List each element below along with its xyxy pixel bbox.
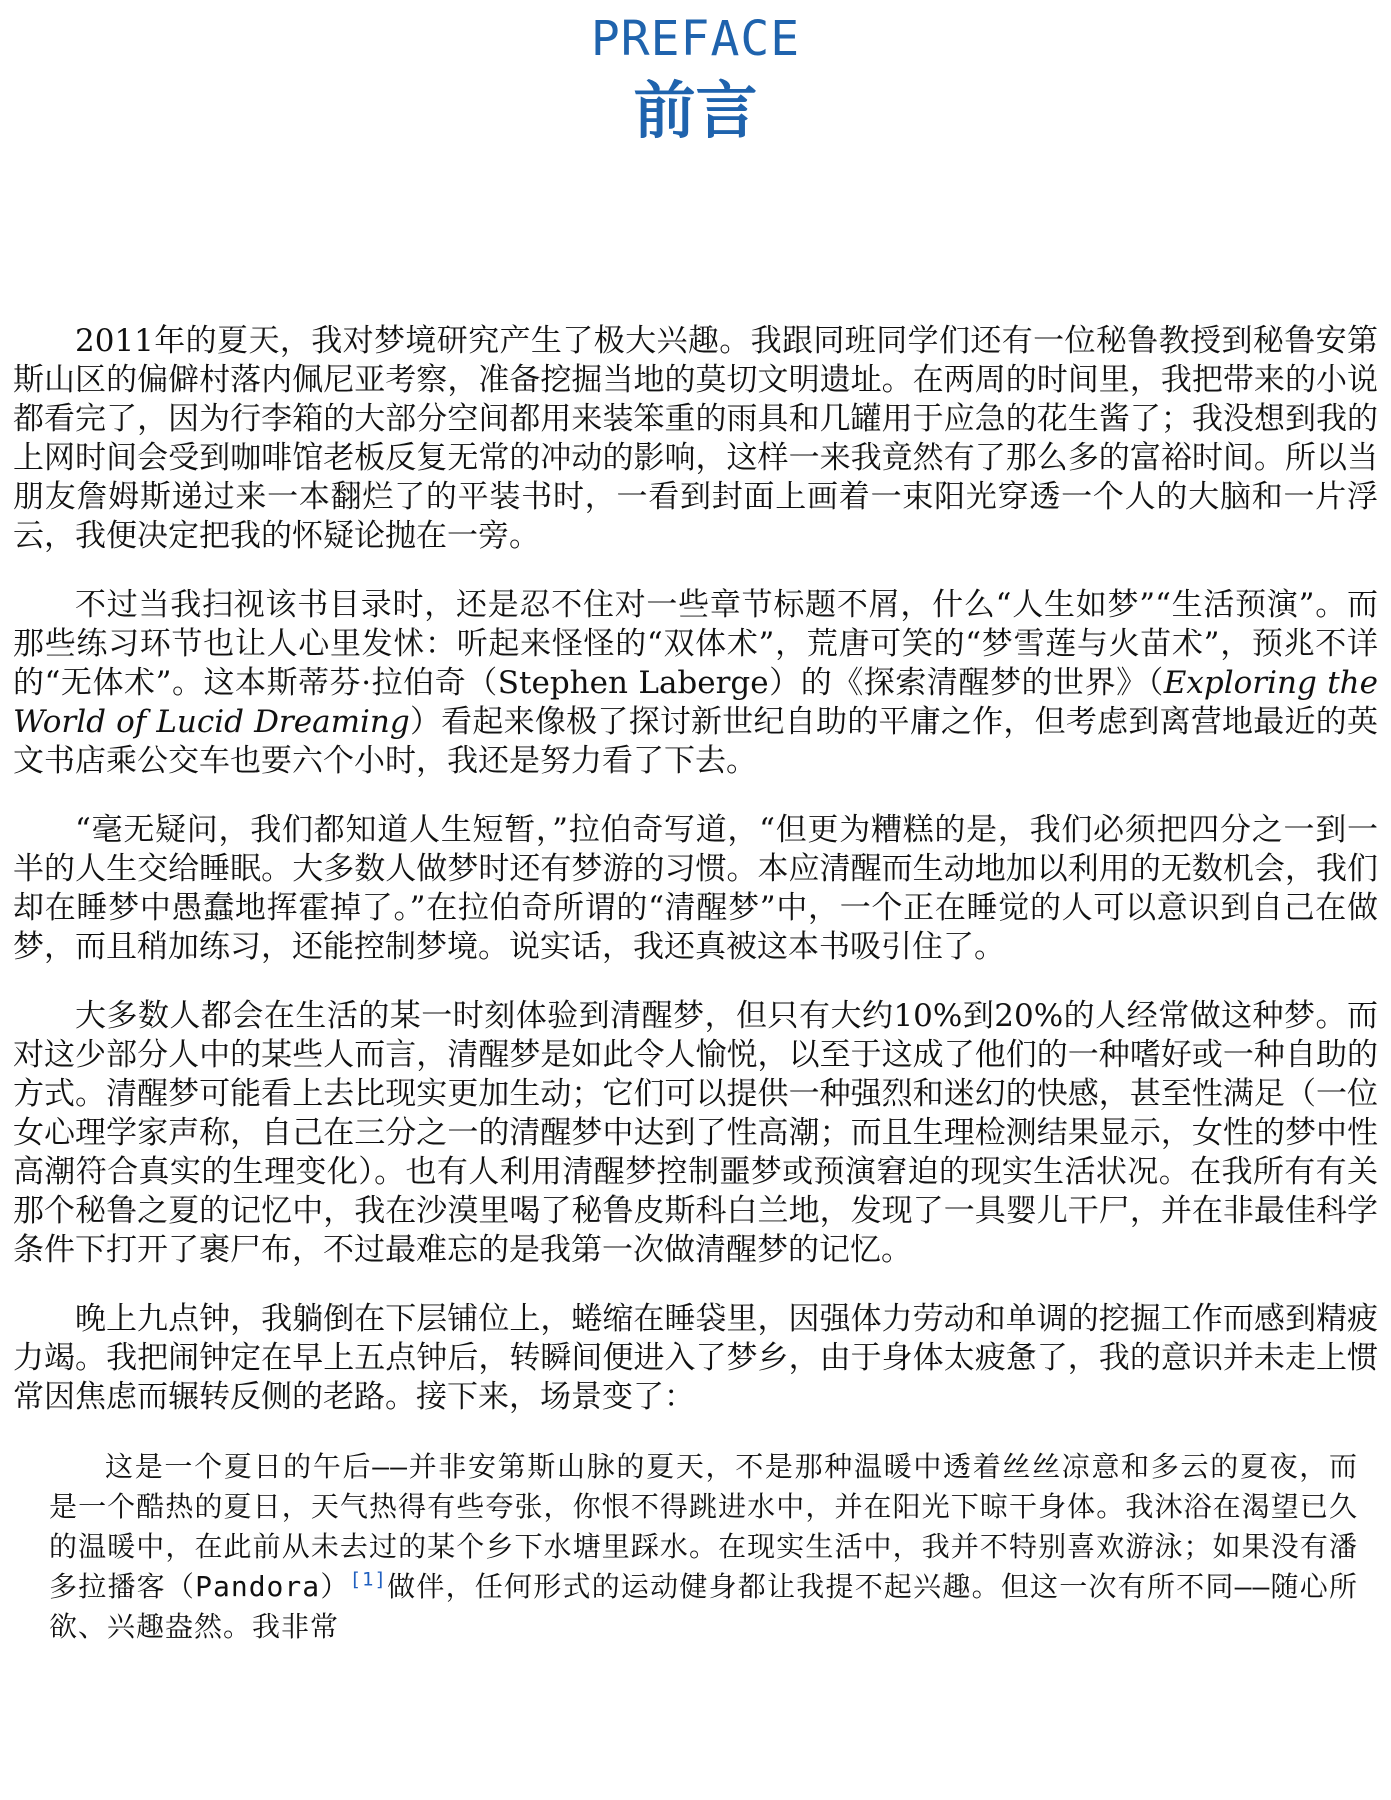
footnote-link[interactable]: [1] bbox=[349, 1568, 387, 1591]
body-text bbox=[13, 322, 1378, 1647]
title-chinese: 前言 bbox=[633, 74, 758, 147]
paragraph-2-text-a: 不过当我扫视该书目录时，还是忍不住对一些章节标题不屑，什么“人生如梦”“生活预演”。而那些练习环节也让人心里发怵：听起来怪怪的“双体术”，荒唐可笑的“梦雪莲与火苗术”，预兆不详的“无体术”。这本斯蒂芬·拉伯奇（Stephen Laberge）的《探索清醒梦的世界》（ bbox=[13, 587, 1378, 701]
paragraph-4: 大多数人都会在生活的某一时刻体验到清醒梦，但只有大约10%到20%的人经常做这种梦。而对这少部分人中的某些人而言，清醒梦是如此令人愉悦，以至于这成了他们的一种嗜好或一种自助的方式。清醒梦可能看上去比现实更加生动；它们可以提供一种强烈和迷幻的快感，甚至性满足（一位女心理学家声称，自己在三分之一的清醒梦中达到了性高潮；而且生理检测结果显示，女性的梦中性高潮符合真实的生理变化）。也有人利用清醒梦控制噩梦或预演窘迫的现实生活状况。在我所有有关那个秘鲁之夏的记忆中，我在沙漠里喝了秘鲁皮斯科白兰地，发现了一具婴儿干尸，并在非最佳科学条件下打开了裹尸布，不过最难忘的是我第一次做清醒梦的记忆。 bbox=[13, 998, 1378, 1268]
quote-text-b: 做伴，任何形式的运动健身都让我提不起兴趣。但这一次有所不同——随心所欲、兴趣盎然。我非常 bbox=[49, 1570, 1358, 1643]
paragraph-5: 晚上九点钟，我躺倒在下层铺位上，蜷缩在睡袋里，因强体力劳动和单调的挖掘工作而感到精疲力竭。我把闹钟定在早上五点钟后，转瞬间便进入了梦乡，由于身体太疲惫了，我的意识并未走上惯常因焦虑而辗转反侧的老路。接下来，场景变了： bbox=[13, 1301, 1378, 1415]
paragraph-1: 2011年的夏天，我对梦境研究产生了极大兴趣。我跟同班同学们还有一位秘鲁教授到秘鲁安第斯山区的偏僻村落内佩尼亚考察，准备挖掘当地的莫切文明遗址。在两周的时间里，我把带来的小说都看完了，因为行李箱的大部分空间都用来装笨重的雨具和几罐用于应急的花生酱了；我没想到我的上网时间会受到咖啡馆老板反复无常的冲动的影响，这样一来我竟然有了那么多的富裕时间。所以当朋友詹姆斯递过来一本翻烂了的平装书时，一看到封面上画着一束阳光穿透一个人的大脑和一片浮云，我便决定把我的怀疑论抛在一旁。 bbox=[13, 323, 1378, 554]
page-header bbox=[0, 8, 1391, 150]
book-title-italic: Exploring the World of Lucid Dreaming bbox=[13, 665, 1378, 740]
dream-quote-block bbox=[49, 1447, 1358, 1647]
paragraph-2 bbox=[13, 586, 1378, 781]
title-english: PREFACE bbox=[590, 11, 801, 67]
paragraph-3: “毫无疑问，我们都知道人生短暂，”拉伯奇写道，“但更为糟糕的是，我们必须把四分之一到一半的人生交给睡眠。大多数人做梦时还有梦游的习惯。本应清醒而生动地加以利用的无数机会，我们却在睡梦中愚蠢地挥霍掉了。”在拉伯奇所谓的“清醒梦”中，一个正在睡觉的人可以意识到自己在做梦，而且稍加练习，还能控制梦境。说实话，我还真被这本书吸引住了。 bbox=[13, 812, 1378, 965]
quote-text-a: 这是一个夏日的午后——并非安第斯山脉的夏天，不是那种温暖中透着丝丝凉意和多云的夏夜，而是一个酷热的夏日，天气热得有些夸张，你恨不得跳进水中，并在阳光下晾干身体。我沐浴在渴望已久的温暖中，在此前从未去过的某个乡下水塘里踩水。在现实生活中，我并不特别喜欢游泳；如果没有潘多拉播客（Pandora） bbox=[49, 1450, 1358, 1603]
paragraph-2-text-b: ）看起来像极了探讨新世纪自助的平庸之作，但考虑到离营地最近的英文书店乘公交车也要六个小时，我还是努力看了下去。 bbox=[13, 704, 1378, 779]
